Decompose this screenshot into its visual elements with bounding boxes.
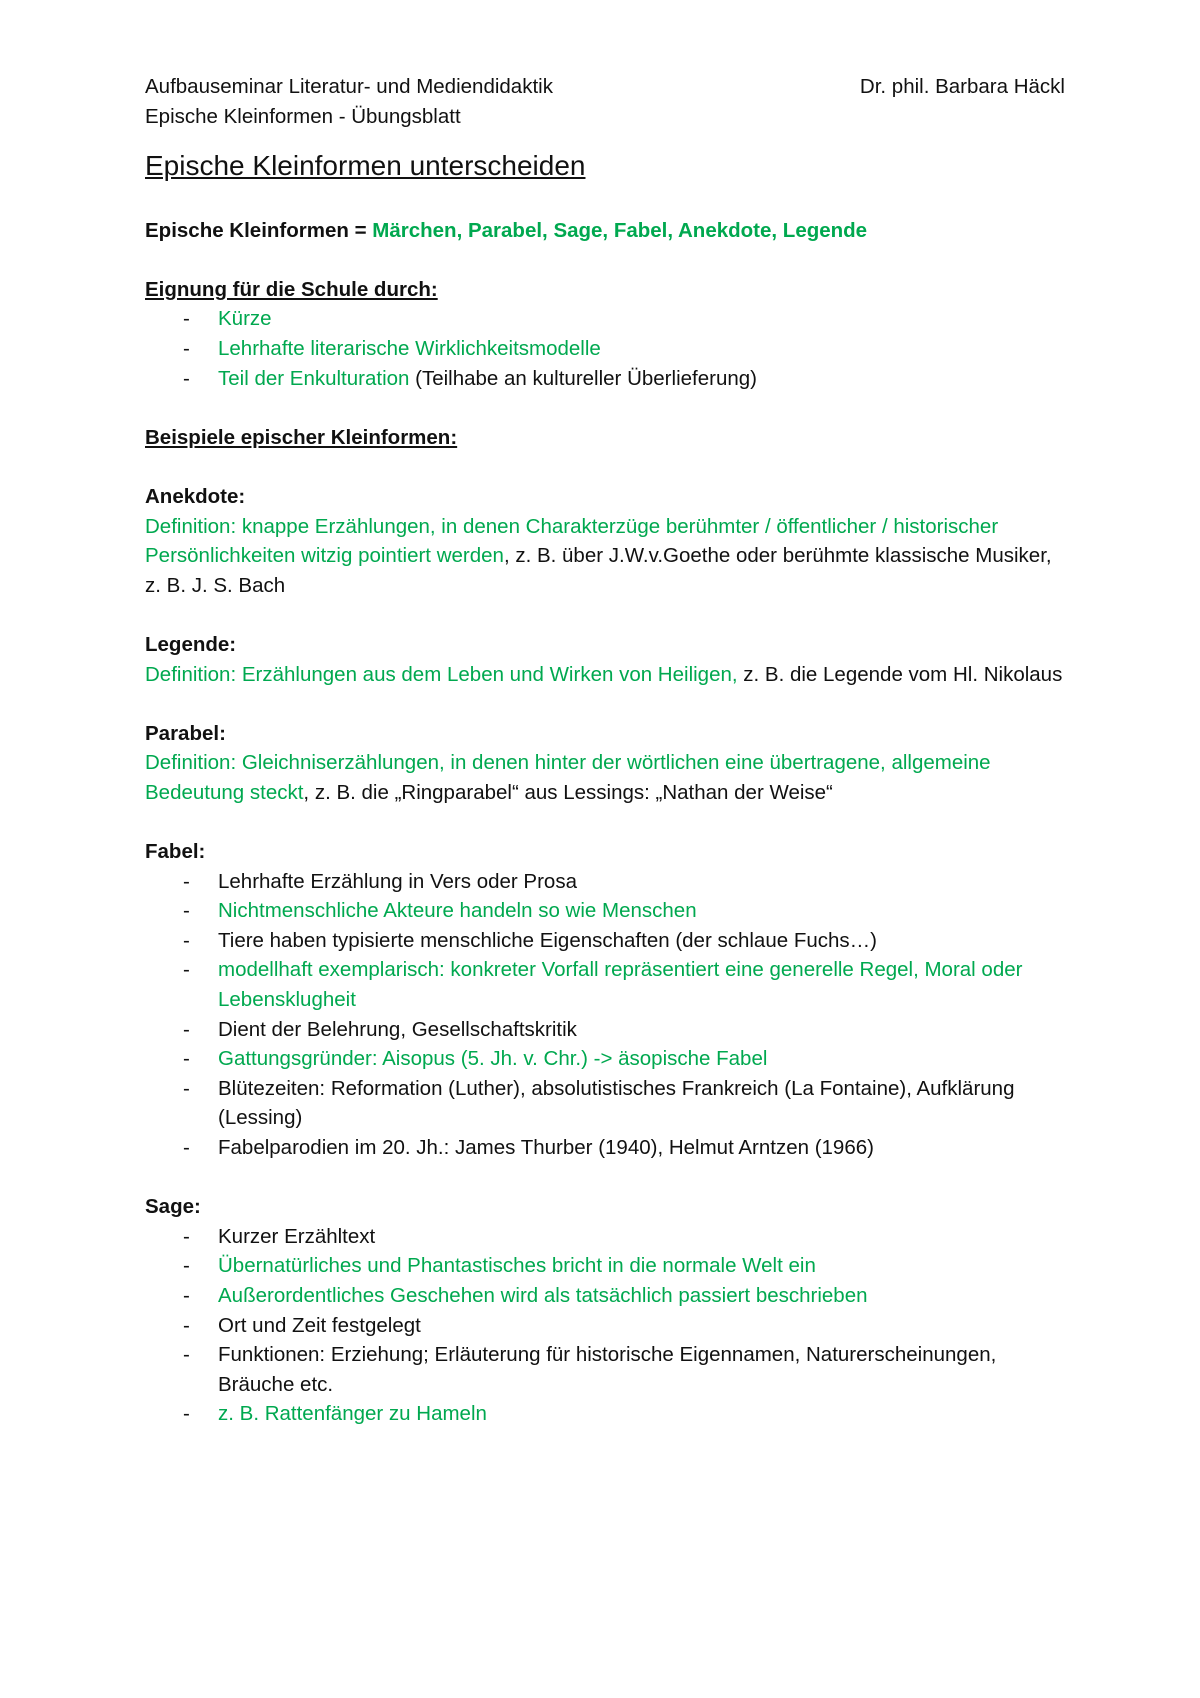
fabel-heading: Fabel: — [145, 840, 206, 864]
page-header — [145, 72, 1065, 131]
list-item: - Tiere haben typisierte menschliche Eigenschaften (der schlaue Fuchs…) — [145, 926, 1065, 956]
list-item: - Übernatürliches und Phantastisches bricht in die normale Welt ein — [145, 1251, 1065, 1281]
sage-heading: Sage: — [145, 1195, 201, 1219]
list-item: - Funktionen: Erziehung; Erläuterung für historische Eigennamen, Naturerscheinungen, Bräuche etc. — [145, 1340, 1065, 1399]
intro-label: Epische Kleinformen = — [145, 218, 373, 242]
legende-heading: Legende: — [145, 632, 237, 656]
page-title: Epische Kleinformen unterscheiden — [145, 150, 586, 181]
list-item: - Teil der Enkulturation (Teilhabe an kultureller Überlieferung) — [145, 364, 1065, 394]
list-item: - Blütezeiten: Reformation (Luther), absolutistisches Frankreich (La Fontaine), Aufklärung (Lessing) — [145, 1074, 1065, 1133]
list-item: - Kurzer Erzähltext — [145, 1222, 1065, 1252]
list-item: - Kürze — [145, 304, 1065, 334]
suitability-list — [145, 304, 1065, 393]
intro-forms: Märchen, Parabel, Sage, Fabel, Anekdote, Legende — [372, 218, 868, 242]
examples-heading: Beispiele epischer Kleinformen: — [145, 425, 458, 449]
parabel-heading: Parabel: — [145, 721, 226, 745]
list-item: - modellhaft exemplarisch: konkreter Vorfall repräsentiert eine generelle Regel, Moral oder Lebensklugheit — [145, 955, 1065, 1014]
list-item: - Gattungsgründer: Aisopus (5. Jh. v. Chr.) -> äsopische Fabel — [145, 1044, 1065, 1074]
list-item: - Lehrhafte literarische Wirklichkeitsmodelle — [145, 334, 1065, 364]
list-item: - Lehrhafte Erzählung in Vers oder Prosa — [145, 867, 1065, 897]
worksheet-subtitle: Epische Kleinformen - Übungsblatt — [145, 104, 461, 128]
parabel-definition: Definition: Gleichniserzählungen, in denen hinter der wörtlichen eine übertragene, allgemeine Bedeutung steckt, z. B. die „Ringparabel“ aus Lessings: „Nathan der Weise“ — [145, 751, 991, 804]
list-item: - Außerordentliches Geschehen wird als tatsächlich passiert beschrieben — [145, 1281, 1065, 1311]
intro-line — [145, 216, 1065, 246]
anekdote-heading: Anekdote: — [145, 484, 246, 508]
sage-list — [145, 1222, 1065, 1429]
document-body — [145, 146, 1065, 1429]
legende-definition: Definition: Erzählungen aus dem Leben und Wirken von Heiligen, z. B. die Legende vom Hl. Nikolaus — [145, 662, 1063, 686]
list-item: - Nichtmenschliche Akteure handeln so wie Menschen — [145, 896, 1065, 926]
list-item: - Fabelparodien im 20. Jh.: James Thurber (1940), Helmut Arntzen (1966) — [145, 1133, 1065, 1163]
course-name: Aufbauseminar Literatur- und Mediendidaktik — [145, 75, 553, 98]
list-item: - Ort und Zeit festgelegt — [145, 1311, 1065, 1341]
author-name: Dr. phil. Barbara Häckl — [859, 75, 1065, 98]
fabel-list — [145, 867, 1065, 1163]
suitability-heading: Eignung für die Schule durch: — [145, 277, 438, 301]
list-item: - Dient der Belehrung, Gesellschaftskritik — [145, 1015, 1065, 1045]
anekdote-definition: Definition: knappe Erzählungen, in denen Charakterzüge berühmter / öffentlicher / historischer Persönlichkeiten witzig pointiert werden, z. B. über J.W.v.Goethe oder berühmte klassische Musiker, z. B. J. S. Bach — [145, 514, 1052, 597]
list-item: - z. B. Rattenfänger zu Hameln — [145, 1399, 1065, 1429]
